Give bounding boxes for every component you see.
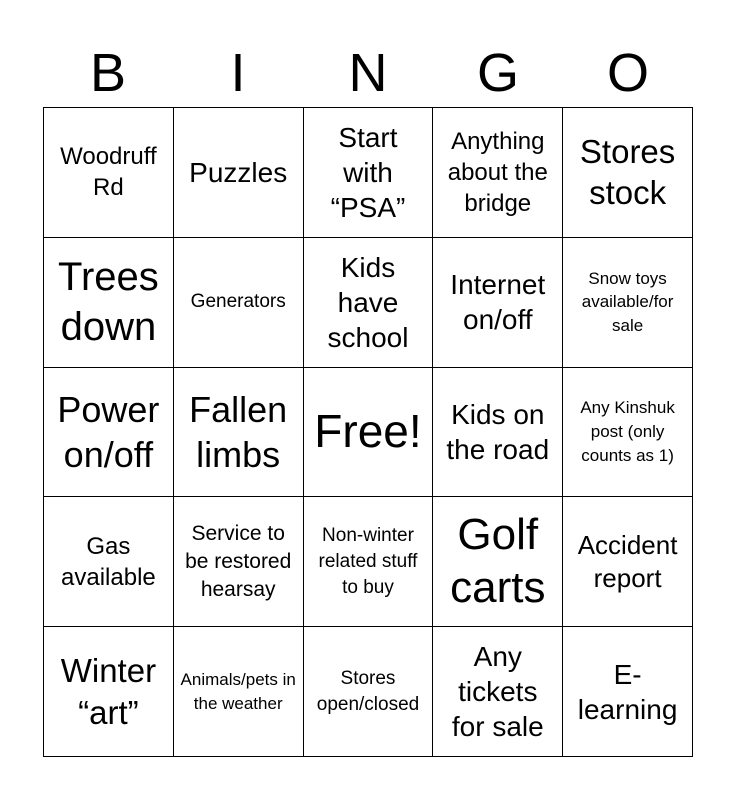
- bingo-header: [43, 38, 693, 108]
- header-letter-g: G: [476, 43, 519, 103]
- free-space-label: Free!: [314, 405, 422, 458]
- cell-label: Fallen limbs: [189, 388, 288, 475]
- cell-label: Service to be restored hearsay: [185, 521, 292, 601]
- bingo-cell[interactable]: [174, 108, 304, 238]
- bingo-cell[interactable]: [563, 627, 693, 757]
- bingo-cell[interactable]: [433, 108, 563, 238]
- cell-label: Any Kinshuk post (only counts as 1): [580, 398, 675, 465]
- bingo-cell[interactable]: [433, 368, 563, 498]
- bingo-cell[interactable]: [44, 497, 174, 627]
- cell-label: Puzzles: [189, 156, 288, 188]
- bingo-cell[interactable]: [174, 238, 304, 368]
- cell-label: Non-winter related stuff to buy: [318, 525, 418, 598]
- bingo-cell[interactable]: [563, 108, 693, 238]
- cell-label: Generators: [190, 291, 286, 313]
- cell-label: Kids have school: [327, 251, 409, 353]
- bingo-cell[interactable]: [44, 108, 174, 238]
- bingo-card: [43, 107, 693, 757]
- cell-label: Woodruff Rd: [60, 143, 157, 202]
- cell-label: Internet on/off: [450, 269, 546, 336]
- bingo-cell[interactable]: [304, 238, 434, 368]
- header-letter-n: N: [348, 43, 388, 103]
- header-letter-b: B: [89, 43, 127, 103]
- cell-label: Animals/pets in the weather: [180, 669, 296, 713]
- cell-label: Accident report: [577, 529, 678, 593]
- cell-label: Kids on the road: [446, 398, 550, 465]
- cell-label: Start with “PSA”: [330, 121, 406, 223]
- cell-label: Snow toys available/for sale: [581, 268, 674, 336]
- bingo-cell[interactable]: [304, 108, 434, 238]
- bingo-cell[interactable]: [304, 627, 434, 757]
- cell-label: Anything about the bridge: [447, 127, 548, 217]
- header-letter-i: I: [230, 43, 246, 103]
- cell-label: Stores open/closed: [316, 667, 420, 715]
- cell-label: Any tickets for sale: [451, 641, 544, 743]
- bingo-cell[interactable]: [304, 497, 434, 627]
- bingo-cell[interactable]: [174, 368, 304, 498]
- bingo-cell[interactable]: [174, 627, 304, 757]
- cell-label: Trees down: [58, 255, 159, 350]
- cell-label: Gas available: [61, 532, 156, 591]
- bingo-cell[interactable]: [563, 368, 693, 498]
- cell-label: E-learning: [577, 658, 678, 725]
- bingo-cell[interactable]: [563, 497, 693, 627]
- bingo-cell[interactable]: [433, 238, 563, 368]
- bingo-cell[interactable]: [563, 238, 693, 368]
- cell-label: Winter “art”: [60, 652, 157, 731]
- free-space[interactable]: [304, 368, 434, 498]
- header-letter-o: O: [606, 43, 649, 103]
- cell-label: Golf carts: [450, 509, 546, 612]
- bingo-cell[interactable]: [44, 368, 174, 498]
- bingo-cell[interactable]: [44, 627, 174, 757]
- bingo-cell[interactable]: [44, 238, 174, 368]
- bingo-cell[interactable]: [433, 497, 563, 627]
- bingo-cell[interactable]: [433, 627, 563, 757]
- cell-label: Stores stock: [579, 133, 676, 212]
- bingo-cell[interactable]: [174, 497, 304, 627]
- cell-label: Power on/off: [57, 388, 160, 475]
